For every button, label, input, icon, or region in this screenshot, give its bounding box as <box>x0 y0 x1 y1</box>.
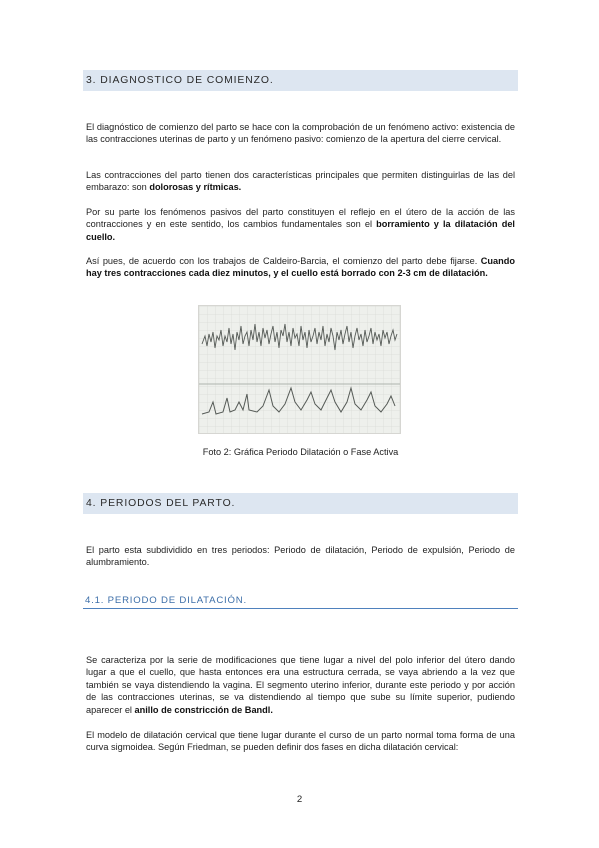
section-3-paragraph-1: El diagnóstico de comienzo del parto se hace con la comprobación de un fenómeno activo: existencia de las contracciones uterinas de parto y un fenómeno pasivo: comienzo de la apertura del cierre cervical. <box>86 122 515 145</box>
section-4-1-paragraph-2: El modelo de dilatación cervical que tiene lugar durante el curso de un parto normal toma forma de una curva sigmoidea. Según Friedman, se pueden definir dos fases en dicha dilatación cervical: <box>86 730 515 753</box>
page-number: 2 <box>296 794 303 805</box>
section-3-paragraph-2-bold: dolorosas y rítmicas. <box>149 182 242 193</box>
section-4-1-paragraph-1 <box>86 654 515 716</box>
section-4-heading <box>83 493 518 514</box>
ctg-photo-image <box>199 306 400 433</box>
section-3-paragraph-4-text: Así pues, de acuerdo con los trabajos de Caldeiro-Barcia, el comienzo del parto debe fijarse. <box>86 256 481 266</box>
section-3-paragraph-3 <box>86 206 515 243</box>
section-4-1-heading-text: 4.1. PERIODO DE DILATACIÓN. <box>85 595 247 606</box>
ctg-photo <box>198 305 401 434</box>
section-3-heading <box>83 70 518 91</box>
section-4-1-paragraph-1-bold: anillo de constricción de Bandl. <box>134 704 273 715</box>
section-3-paragraph-4-bold: Cuando hay tres contracciones cada diez minutos, y el cuello está borrado con 2-3 cm de dilatación. <box>86 256 515 279</box>
section-3-paragraph-3-text: Por su parte los fenómenos pasivos del parto constituyen el reflejo en el útero de la acción de las contracciones y en este sentido, los cambios fundamentales son el <box>86 207 515 230</box>
section-3-paragraph-2 <box>86 169 515 194</box>
section-4-paragraph-1: El parto esta subdividido en tres periodos: Periodo de dilatación, Periodo de expulsión, Periodo de alumbramiento. <box>86 545 515 568</box>
section-3-paragraph-2-text: Las contracciones del parto tienen dos características principales que permiten distinguirlas de las del embarazo: son <box>86 170 515 193</box>
section-3-paragraph-3-bold: borramiento y la dilatación del cuello. <box>86 219 515 242</box>
section-3-paragraph-4 <box>86 255 515 280</box>
section-3-heading-text: 3. DIAGNOSTICO DE COMIENZO. <box>86 75 274 86</box>
section-4-1-heading <box>83 589 518 609</box>
section-4-1-paragraph-1-text: Se caracteriza por la serie de modificaciones que tiene lugar a nivel del polo inferior del útero dando lugar a que el cuello, que hasta entonces era una estructura cerrada, se vaya abriendo a la vez que también se vaya distendiendo la vagina. El segmento uterino inferior, durante este periodo y por acción de las contracciones uterinas, se va distendiendo al tiempo que sube su límite superior, pudiendo aparecer el <box>86 655 515 715</box>
photo-caption: Foto 2: Gráfica Periodo Dilatación o Fase Activa <box>202 447 399 457</box>
section-4-heading-text: 4. PERIODOS DEL PARTO. <box>86 498 236 509</box>
